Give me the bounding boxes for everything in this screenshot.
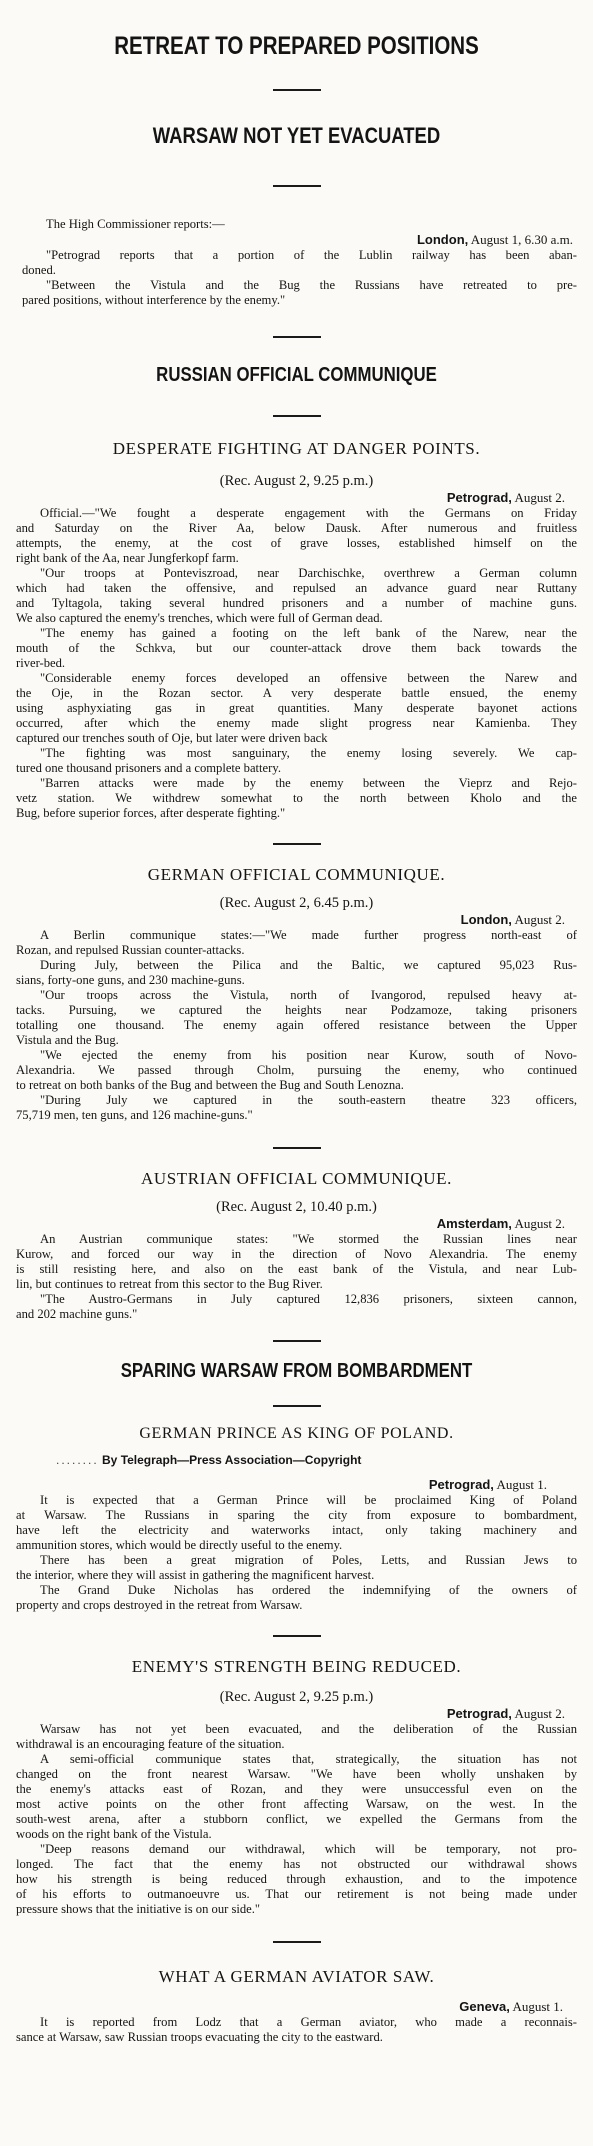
strength-section-title: ENEMY'S STRENGTH BEING REDUCED. <box>131 1657 462 1676</box>
dateline-place: Petrograd, <box>446 1706 512 1721</box>
text-line: pared positions, without interference by the enemy." <box>22 293 286 307</box>
text-line: south-west arena, after a stubborn conflict, we expelled the Germans from the <box>16 1812 577 1826</box>
text-line: attempts, the enemy, at the cost of grave losses, established himself on the <box>16 536 577 550</box>
sparing-section-title: SPARING WARSAW FROM BOMBARDMENT <box>120 1360 473 1382</box>
text-line: Warsaw has not yet been evacuated, and the deliberation of the Russian <box>40 1722 577 1736</box>
austrian-text <box>16 1232 577 1322</box>
divider <box>273 1941 321 1943</box>
divider <box>273 89 321 91</box>
text-line: The Grand Duke Nicholas has ordered the indemnifying of the owners of <box>40 1583 577 1597</box>
divider <box>273 185 321 187</box>
text-line: right bank of the Aa, near Jungferkopf farm. <box>16 551 239 565</box>
text-line: "Our troops at Ponteviszroad, near Darchischke, overthrew a German column <box>40 566 577 580</box>
text-line: totalling one thousand. The enemy again offered resistance between the Upper <box>16 1018 577 1032</box>
sparing-text <box>16 1493 577 1613</box>
text-line: A Berlin communique states:—"We made further progress north-east of <box>40 928 577 942</box>
dateline-place: Amsterdam, <box>436 1216 512 1231</box>
text-line: It is expected that a German Prince will be proclaimed King of Poland <box>40 1493 577 1507</box>
text-line: captured our trenches south of Oje, but later were driven back <box>16 731 328 745</box>
text-line: lin, but continues to retreat from this sector to the Bug River. <box>16 1277 323 1291</box>
text-line: ammunition stores, which would be directly useful to the enemy. <box>16 1538 343 1552</box>
byline <box>56 1453 577 1467</box>
text-line: how his strength is being reduced through exhaustion, and to the impotence <box>16 1872 577 1886</box>
text-line: to retreat on both banks of the Bug and between the Bug and South Lenozna. <box>16 1078 404 1092</box>
text-line: woods on the right bank of the Vistula. <box>16 1827 212 1841</box>
byline-marks: ........ <box>56 1453 99 1467</box>
text-line: Bug, before superior forces, after desperate fighting." <box>16 806 286 820</box>
text-line: vetz station. We withdrew somewhat to the north between Kholo and the <box>16 791 577 805</box>
austrian-section-title: AUSTRIAN OFFICIAL COMMUNIQUE. <box>141 1169 452 1188</box>
text-line: "Petrograd reports that a portion of the Lublin railway has been aban- <box>46 248 577 262</box>
dateline-place: Geneva, <box>459 1999 510 2014</box>
german-text <box>16 928 577 1123</box>
byline-text: By Telegraph—Press Association—Copyright <box>102 1453 362 1467</box>
main-headline: RETREAT TO PREPARED POSITIONS <box>114 32 479 60</box>
russian-rec-time: (Rec. August 2, 9.25 p.m.) <box>219 473 374 489</box>
dateline-time: August 1, 6.30 a.m. <box>470 232 573 247</box>
divider <box>273 336 321 338</box>
text-line: property and crops destroyed in the retreat from Warsaw. <box>16 1598 303 1612</box>
text-line: at Warsaw. The Russians in sparing the city from exposure to bombardment, <box>16 1508 577 1522</box>
austrian-dateline <box>16 1216 577 1232</box>
text-line: of his efforts to outmanoeuvre us. That our retirement is not being made under <box>16 1887 577 1901</box>
german-rec-time: (Rec. August 2, 6.45 p.m.) <box>219 895 374 911</box>
text-line: Kurow, and forced our way in the direction of Novo Alexandria. The enemy <box>16 1247 577 1261</box>
dateline-place: Petrograd, <box>428 1477 494 1492</box>
dateline-time: August 1. <box>496 1477 547 1492</box>
text-line: sance at Warsaw, saw Russian troops evacuating the city to the eastward. <box>16 2030 383 2044</box>
sparing-section-subtitle: GERMAN PRINCE AS KING OF POLAND. <box>139 1425 454 1442</box>
text-line: changed on the front nearest Warsaw. "We have been wholly unshaken by <box>16 1767 577 1781</box>
aviator-text <box>16 2015 577 2045</box>
dateline-time: August 2. <box>514 490 565 505</box>
divider <box>273 1340 321 1342</box>
text-line: most active points on the other front affecting Warsaw, on the west. In the <box>16 1797 577 1811</box>
text-line: "The enemy has gained a footing on the left bank of the Narew, near the <box>40 626 577 640</box>
divider <box>273 1405 321 1407</box>
text-line: which had taken the offensive, and repulsed an advance guard near Ruttany <box>16 581 577 595</box>
text-line: There has been a great migration of Poles, Letts, and Russian Jews to <box>40 1553 577 1567</box>
divider <box>273 1635 321 1637</box>
text-line: the Oje, in the Rozan sector. A very desperate battle ensued, the enemy <box>16 686 577 700</box>
aviator-section-title: WHAT A GERMAN AVIATOR SAW. <box>158 1967 435 1986</box>
text-line: An Austrian communique states: "We stormed the Russian lines near <box>40 1232 577 1246</box>
text-line: and Tyltagola, taking several hundred prisoners and a number of machine guns. <box>16 596 577 610</box>
strength-dateline <box>16 1706 577 1722</box>
text-line: During July, between the Pilica and the Baltic, we captured 95,023 Rus- <box>40 958 577 972</box>
text-line: "Considerable enemy forces developed an offensive between the Narew and <box>40 671 577 685</box>
german-section-title: GERMAN OFFICIAL COMMUNIQUE. <box>147 865 446 884</box>
dateline-time: August 2. <box>514 1216 565 1231</box>
text-line: longed. The fact that the enemy has not obstructed our withdrawal shows <box>16 1857 577 1871</box>
text-line: and Saturday on the River Aa, below Dausk. After numerous and fruitless <box>16 521 577 535</box>
text-line: "Barren attacks were made by the enemy between the Vieprz and Rejo- <box>40 776 577 790</box>
text-line: withdrawal is an encouraging feature of the situation. <box>16 1737 285 1751</box>
russian-text <box>16 506 577 821</box>
intro-dateline <box>22 232 577 248</box>
text-line: sians, forty-one guns, and 230 machine-guns. <box>16 973 245 987</box>
sparing-dateline <box>16 1477 577 1493</box>
text-line: Vistula and the Bug. <box>16 1033 119 1047</box>
austrian-rec-time: (Rec. August 2, 10.40 p.m.) <box>216 1199 377 1215</box>
intro-block <box>16 217 577 308</box>
text-line: Rozan, and repulsed Russian counter-attacks. <box>16 943 245 957</box>
text-line: have left the electricity and waterworks intact, only taking machinery and <box>16 1523 577 1537</box>
dateline-time: August 1. <box>512 1999 563 2014</box>
aviator-dateline <box>16 1999 577 2015</box>
sub-headline: WARSAW NOT YET EVACUATED <box>152 123 441 148</box>
divider <box>273 415 321 417</box>
text-line: is still resisting here, and also on the east bank of the Vistula, and near Lub- <box>16 1262 577 1276</box>
dateline-place: London, <box>416 232 469 247</box>
text-line: "The Austro-Germans in July captured 12,836 prisoners, sixteen cannon, <box>40 1292 577 1306</box>
text-line: pressure shows that the initiative is on our side." <box>16 1902 261 1916</box>
text-line: the enemy's attacks east of Rozan, and they were unsuccessful even on the <box>16 1782 577 1796</box>
text-line: and 202 machine guns." <box>16 1307 138 1321</box>
text-line: occurred, after which the enemy made slight progress near Kamienba. They <box>16 716 577 730</box>
divider <box>273 1147 321 1149</box>
russian-section-title: RUSSIAN OFFICIAL COMMUNIQUE <box>156 364 437 386</box>
text-line: Alexandria. We passed through Cholm, pursuing the enemy, who continued <box>16 1063 577 1077</box>
dateline-place: London, <box>460 912 512 927</box>
intro-text <box>22 248 577 308</box>
strength-rec-time: (Rec. August 2, 9.25 p.m.) <box>219 1689 374 1705</box>
divider <box>273 843 321 845</box>
text-line: "Deep reasons demand our withdrawal, which will be temporary, not pro- <box>40 1842 577 1856</box>
text-line: "The fighting was most sanguinary, the enemy losing severely. We cap- <box>40 746 577 760</box>
text-line: tured one thousand prisoners and a complete battery. <box>16 761 281 775</box>
intro-lead: The High Commissioner reports:— <box>46 217 225 231</box>
text-line: "Between the Vistula and the Bug the Russians have retreated to pre- <box>46 278 577 292</box>
text-line: Official.—"We fought a desperate engagement with the Germans on Friday <box>40 506 577 520</box>
text-line: 75,719 men, ten guns, and 126 machine-guns." <box>16 1108 253 1122</box>
text-line: We also captured the enemy's trenches, which were full of German dead. <box>16 611 383 625</box>
russian-dateline <box>16 490 577 506</box>
text-line: tacks. Pursuing, we captured the heights near Podzamoze, taking prisoners <box>16 1003 577 1017</box>
text-line: "Our troops across the Vistula, north of Ivangorod, repulsed heavy at- <box>40 988 577 1002</box>
dateline-place: Petrograd, <box>446 490 512 505</box>
text-line: river-bed. <box>16 656 66 670</box>
text-line: A semi-official communique states that, strategically, the situation has not <box>40 1752 577 1766</box>
text-line: It is reported from Lodz that a German aviator, who made a reconnais- <box>40 2015 577 2029</box>
strength-text <box>16 1722 577 1917</box>
text-line: using asphyxiating gas in great quantities. Many desperate bayonet actions <box>16 701 577 715</box>
text-line: "During July we captured in the south-eastern theatre 323 officers, <box>40 1093 577 1107</box>
text-line: the interior, where they will assist in gathering the magnificent harvest. <box>16 1568 375 1582</box>
text-line: mouth of the Schkva, but our counter-attack drove them back towards the <box>16 641 577 655</box>
german-dateline <box>16 912 577 928</box>
text-line: doned. <box>22 263 56 277</box>
russian-section-subtitle: DESPERATE FIGHTING AT DANGER POINTS. <box>112 439 481 458</box>
dateline-time: August 2. <box>514 1706 565 1721</box>
dateline-time: August 2. <box>514 912 565 927</box>
text-line: "We ejected the enemy from his position near Kurow, south of Novo- <box>40 1048 577 1062</box>
